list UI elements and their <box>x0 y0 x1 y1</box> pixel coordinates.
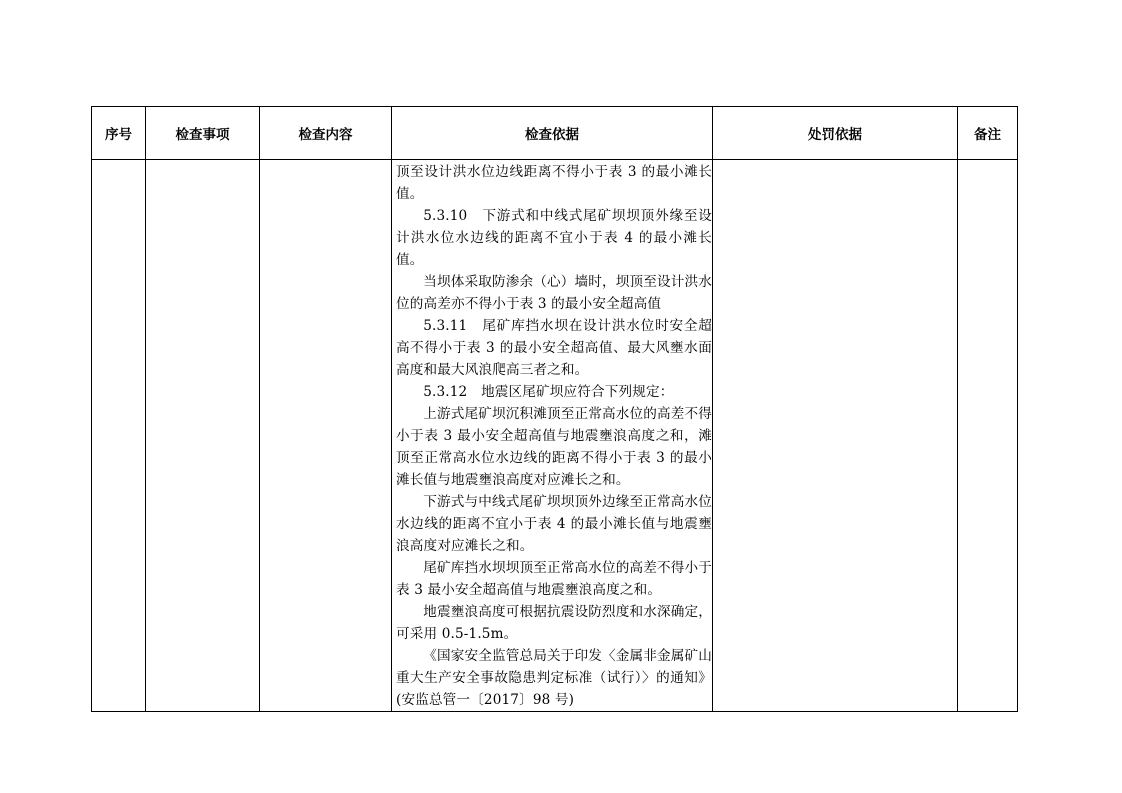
header-remarks: 备注 <box>958 107 1018 160</box>
basis-paragraph: 尾矿库挡水坝坝顶至正常高水位的高差不得小于表 3 最小安全超高值与地震壅浪高度之和。 <box>396 560 712 598</box>
cell-remarks <box>958 160 1018 712</box>
basis-paragraph: 上游式尾矿坝沉积滩顶至正常高水位的高差不得小于表 3 最小安全超高值与地震壅浪高度之和，滩顶至正常高水位水边线的距离不得小于表 3 的最小滩长值与地震壅浪高度对应滩长之和。 <box>396 406 712 488</box>
cell-penalty <box>713 160 958 712</box>
basis-paragraph: 5.3.11 尾矿库挡水坝在设计洪水位时安全超高不得小于表 3 的最小安全超高值、最大风壅水面高度和最大风浪爬高三者之和。 <box>396 318 712 378</box>
basis-paragraph: 顶至设计洪水位边线距离不得小于表 3 的最小滩长值。 <box>396 164 712 202</box>
header-content: 检查内容 <box>260 107 392 160</box>
basis-paragraph: 地震壅浪高度可根据抗震设防烈度和水深确定，可采用 0.5-1.5m。 <box>396 604 712 642</box>
cell-seq <box>92 160 146 712</box>
inspection-table <box>91 106 1018 712</box>
cell-item <box>146 160 260 712</box>
cell-content <box>260 160 392 712</box>
table-row <box>92 160 1018 712</box>
cell-basis <box>392 160 713 712</box>
header-basis: 检查依据 <box>392 107 713 160</box>
basis-paragraph: 《国家安全监管总局关于印发〈金属非金属矿山重大生产安全事故隐患判定标准（试行）〉的通知》(安监总管一〔2017〕98 号) <box>396 648 712 708</box>
header-row <box>92 107 1018 160</box>
header-penalty: 处罚依据 <box>713 107 958 160</box>
basis-paragraph: 5.3.12 地震区尾矿坝应符合下列规定： <box>423 384 674 400</box>
basis-paragraph: 5.3.10 下游式和中线式尾矿坝坝顶外缘至设计洪水位水边线的距离不宜小于表 4 的最小滩长值。 <box>396 208 712 268</box>
basis-paragraph: 当坝体采取防渗余（心）墙时，坝顶至设计洪水位的高差亦不得小于表 3 的最小安全超高值 <box>396 274 712 312</box>
header-item: 检查事项 <box>146 107 260 160</box>
header-seq: 序号 <box>92 107 146 160</box>
basis-paragraph: 下游式与中线式尾矿坝坝顶外边缘至正常高水位水边线的距离不宜小于表 4 的最小滩长值与地震壅浪高度对应滩长之和。 <box>396 494 712 554</box>
